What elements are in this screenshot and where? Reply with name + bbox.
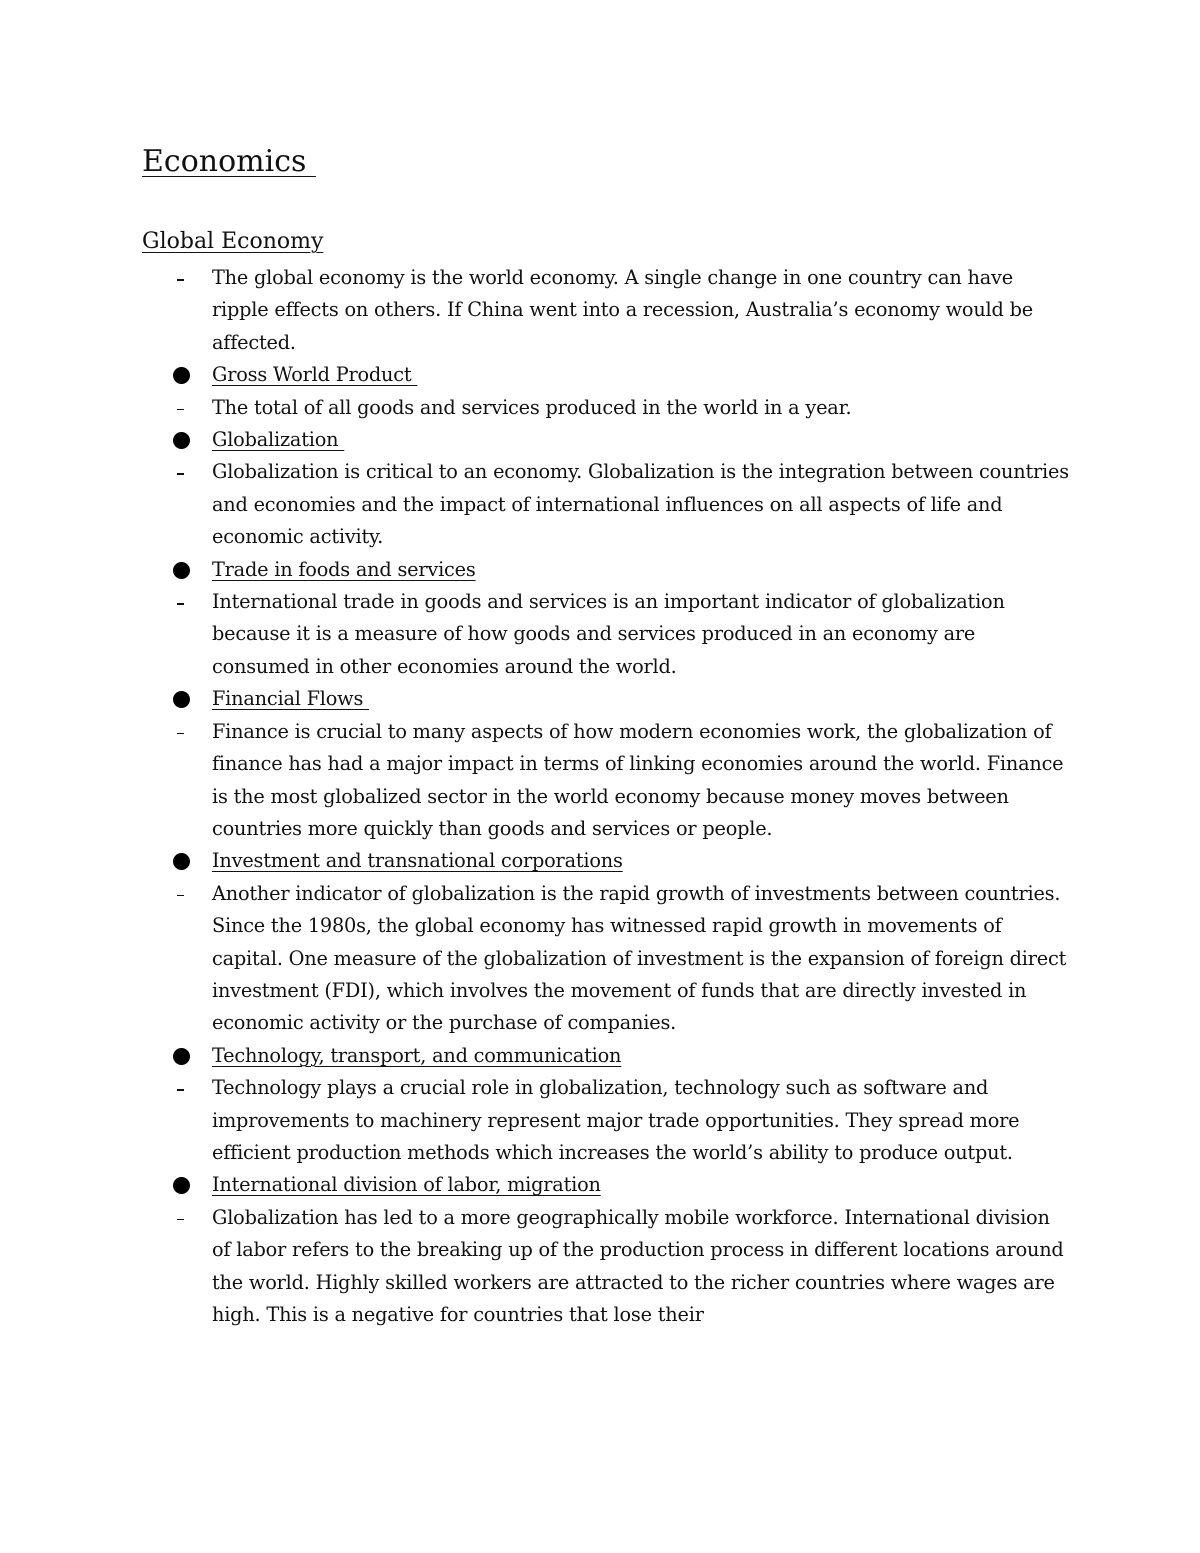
topic-heading: International division of labor, migration [212,1173,601,1197]
dash-marker-icon [172,262,192,294]
topic-heading: Trade in foods and services [212,557,476,581]
topic-heading: Globalization [212,428,345,452]
dash-marker-icon [172,716,192,748]
dash-marker-icon [172,456,192,488]
bullet-marker-icon [172,1040,192,1072]
document-title: Economics [142,144,316,179]
dash-item-text: The global economy is the world economy. A single change in one country can have ripple effects on others. If China went into a recession, Australia’s economy would be affected. [212,266,1033,354]
bullet-item [172,683,1072,715]
dash-item-text: Technology plays a crucial role in globalization, technology such as software and improvements to machinery represent major trade opportunities. They spread more efficient production methods which increases the world’s ability to produce output. [212,1076,1020,1164]
bullet-marker-icon [172,683,192,715]
dash-item-text: The total of all goods and services produced in the world in a year. [212,395,852,419]
section-heading: Global Economy [142,229,324,254]
topic-heading: Investment and transnational corporations [212,849,623,873]
dash-item [172,262,1072,359]
dash-marker-icon [172,878,192,910]
bullet-item [172,554,1072,586]
dash-item [172,456,1072,553]
bullet-marker-icon [172,359,192,391]
dash-marker-icon [172,392,192,424]
dash-item [172,716,1072,846]
bullet-marker-icon [172,424,192,456]
dash-marker-icon [172,1202,192,1234]
bullet-marker-icon [172,845,192,877]
bullet-marker-icon [172,1169,192,1201]
dash-item [172,878,1072,1040]
dash-item [172,1202,1072,1332]
dash-item [172,392,1072,424]
dash-item-text: Another indicator of globalization is the rapid growth of investments between countries. Since the 1980s, the global economy has witnessed rapid growth in movements of capital. One measure of the globalization of investment is the expansion of foreign direct investment (FDI), which involves the movement of funds that are directly invested in economic activity or the purchase of companies. [212,881,1067,1035]
dash-marker-icon [172,586,192,618]
bullet-item [172,359,1072,391]
bullet-item [172,1169,1072,1201]
topic-heading: Technology, transport, and communication [212,1043,622,1067]
bullet-item [172,1040,1072,1072]
dash-item [172,1072,1072,1169]
notes-list [172,262,1072,1331]
dash-marker-icon [172,1072,192,1104]
topic-heading: Gross World Product [212,363,418,387]
dash-item-text: Globalization is critical to an economy. Globalization is the integration between countries and economies and the impact of international influences on all aspects of life and economic activity. [212,460,1069,549]
topic-heading: Financial Flows [212,687,370,711]
dash-item-text: International trade in goods and services is an important indicator of globalization because it is a measure of how goods and services produced in an economy are consumed in other economies around the world. [212,590,1005,678]
bullet-item [172,424,1072,456]
dash-item [172,586,1072,683]
dash-item-text: Finance is crucial to many aspects of how modern economies work, the globalization of finance has had a major impact in terms of linking economies around the world. Finance is the most globalized sector in the world economy because money moves between countries more quickly than goods and services or people. [212,719,1064,840]
dash-item-text: Globalization has led to a more geographically mobile workforce. International division of labor refers to the breaking up of the production process in different locations around the world. Highly skilled workers are attracted to the richer countries where wages are high. This is a negative for countries that lose their [212,1205,1064,1326]
bullet-item [172,845,1072,877]
bullet-marker-icon [172,554,192,586]
